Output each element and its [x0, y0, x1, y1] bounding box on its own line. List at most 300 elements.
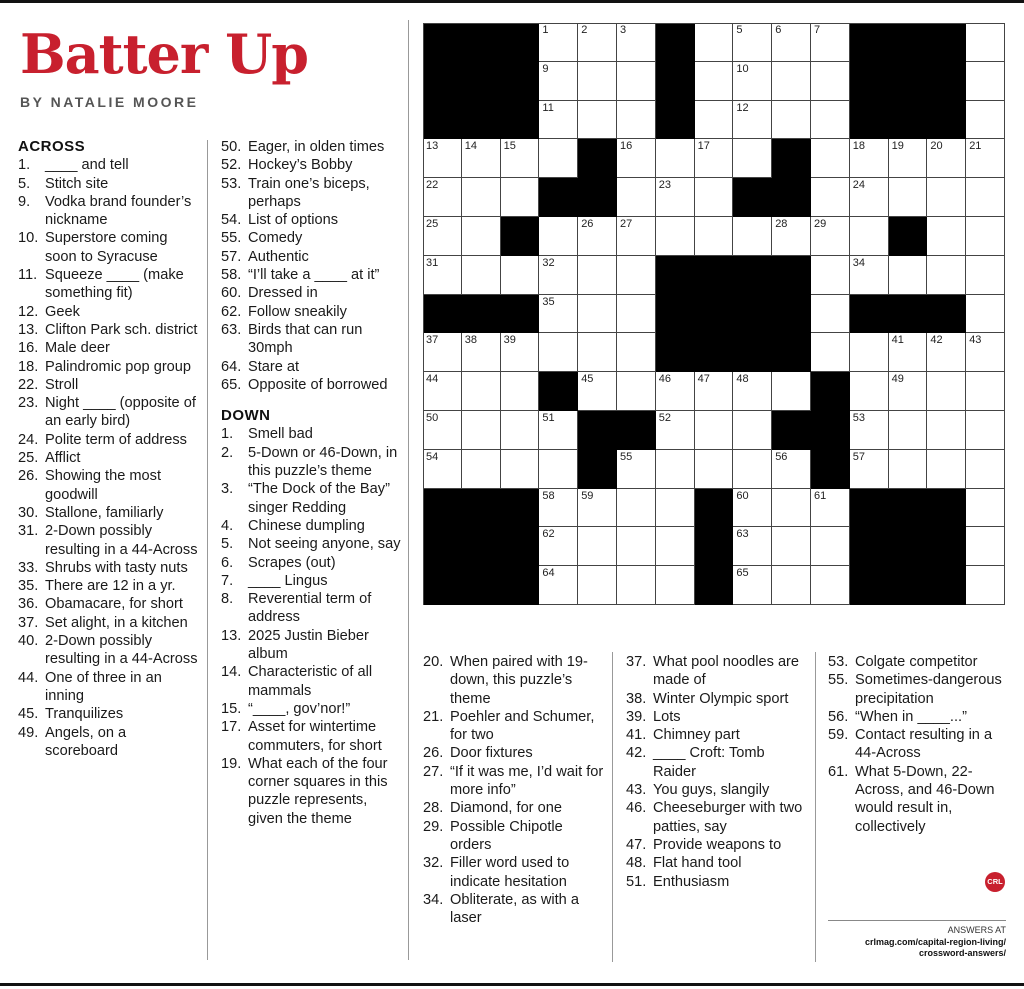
grid-cell[interactable] — [695, 101, 734, 140]
clue-item — [626, 744, 808, 781]
grid-cell[interactable] — [772, 217, 811, 256]
cell-number: 45 — [581, 373, 594, 386]
grid-cell[interactable] — [966, 178, 1005, 217]
clue-number: 50. — [221, 139, 242, 155]
bottom-rule — [0, 983, 1024, 986]
cell-number: 10 — [736, 62, 749, 75]
grid-cell[interactable] — [501, 333, 540, 372]
clue-text: Chinese dumpling — [248, 517, 365, 534]
grid-block — [578, 178, 617, 217]
grid-block — [462, 566, 501, 605]
clue-item — [221, 700, 401, 718]
grid-block — [501, 527, 540, 566]
clue-item — [221, 572, 401, 590]
grid-cell[interactable] — [966, 256, 1005, 295]
grid-cell[interactable] — [927, 450, 966, 489]
cell-number: 48 — [736, 373, 749, 386]
grid-cell[interactable] — [462, 139, 501, 178]
grid-cell[interactable] — [966, 566, 1005, 605]
grid-cell[interactable] — [966, 450, 1005, 489]
clue-number: 53. — [221, 175, 242, 192]
clue-number: 58. — [221, 267, 242, 284]
clue-text: “The Dock of the Bay” singer Redding — [248, 481, 390, 516]
grid-block — [423, 527, 462, 566]
grid-cell[interactable] — [889, 333, 928, 372]
grid-cell[interactable] — [927, 411, 966, 450]
grid-cell[interactable] — [462, 372, 501, 411]
cell-number: 44 — [426, 373, 439, 386]
clue-text: “When in ____...” — [855, 708, 967, 725]
cell-number: 21 — [969, 140, 982, 153]
clue-text: Asset for wintertime commuters, for short — [248, 719, 382, 754]
clue-text: One of three in an inning — [45, 669, 162, 704]
grid-block — [850, 566, 889, 605]
grid-cell[interactable] — [578, 295, 617, 334]
grid-cell[interactable] — [656, 139, 695, 178]
clue-text: Colgate competitor — [855, 654, 978, 670]
cell-number: 24 — [852, 179, 866, 192]
grid-block — [772, 256, 811, 295]
grid-cell[interactable] — [733, 527, 772, 566]
clue-number: 26. — [423, 745, 444, 762]
grid-cell[interactable] — [966, 489, 1005, 528]
grid-cell[interactable] — [811, 62, 850, 101]
grid-cell[interactable] — [423, 411, 462, 450]
grid-cell[interactable] — [966, 411, 1005, 450]
clue-item — [221, 156, 401, 174]
clue-number: 49. — [18, 724, 39, 741]
clue-item — [423, 653, 605, 708]
clue-number: 56. — [828, 708, 849, 725]
grid-cell[interactable] — [617, 527, 656, 566]
grid-cell[interactable] — [811, 295, 850, 334]
clue-number: 55. — [828, 672, 849, 689]
clue-item — [18, 724, 200, 761]
grid-cell[interactable] — [423, 450, 462, 489]
grid-cell[interactable] — [927, 178, 966, 217]
clue-number: 64. — [221, 358, 242, 375]
grid-cell[interactable] — [733, 217, 772, 256]
grid-cell[interactable] — [539, 23, 578, 62]
clue-text: Dressed in — [248, 285, 318, 302]
clue-number: 53. — [828, 654, 849, 670]
grid-cell[interactable] — [850, 256, 889, 295]
clue-item — [828, 726, 1006, 763]
grid-block — [539, 178, 578, 217]
grid-cell[interactable] — [772, 450, 811, 489]
clue-text: 2-Down possibly resulting in a 44-Across — [45, 523, 198, 558]
grid-cell[interactable] — [539, 566, 578, 605]
grid-cell[interactable] — [811, 217, 850, 256]
clue-text: Diamond, for one — [450, 800, 562, 817]
clue-text: Polite term of address — [45, 431, 187, 448]
grid-block — [889, 566, 928, 605]
clue-text: Comedy — [248, 230, 303, 247]
grid-cell[interactable] — [578, 527, 617, 566]
grid-cell[interactable] — [772, 527, 811, 566]
grid-cell[interactable] — [501, 450, 540, 489]
clue-text: Not seeing anyone, say — [248, 536, 401, 553]
grid-cell[interactable] — [966, 333, 1005, 372]
clue-text: Tranquilizes — [45, 706, 124, 723]
clue-number: 21. — [423, 708, 444, 725]
grid-cell[interactable] — [423, 178, 462, 217]
grid-cell[interactable] — [733, 23, 772, 62]
grid-cell[interactable] — [850, 372, 889, 411]
clue-number: 13. — [18, 321, 39, 338]
grid-cell[interactable] — [811, 256, 850, 295]
grid-cell[interactable] — [850, 411, 889, 450]
grid-cell[interactable] — [966, 217, 1005, 256]
cell-number: 15 — [503, 140, 516, 153]
grid-cell[interactable] — [462, 411, 501, 450]
grid-cell[interactable] — [656, 527, 695, 566]
grid-cell[interactable] — [578, 62, 617, 101]
grid-cell[interactable] — [927, 333, 966, 372]
clue-number: 35. — [18, 578, 39, 595]
grid-block — [462, 489, 501, 528]
grid-cell[interactable] — [539, 527, 578, 566]
clue-item — [221, 535, 401, 553]
clue-number: 20. — [423, 654, 444, 670]
cell-number: 32 — [542, 256, 555, 269]
answers-url-line1[interactable]: crlmag.com/capital-region-living/ — [864, 936, 1006, 947]
grid-block — [733, 256, 772, 295]
grid-cell[interactable] — [578, 566, 617, 605]
clue-item — [18, 705, 200, 723]
grid-cell[interactable] — [539, 217, 578, 256]
grid-cell[interactable] — [617, 295, 656, 334]
grid-block — [889, 62, 928, 101]
clue-item — [828, 671, 1006, 708]
grid-cell[interactable] — [578, 372, 617, 411]
grid-cell[interactable] — [811, 101, 850, 140]
grid-cell[interactable] — [733, 566, 772, 605]
clue-number: 5. — [221, 536, 234, 553]
grid-block — [889, 23, 928, 62]
grid-cell[interactable] — [850, 178, 889, 217]
clue-number: 18. — [18, 358, 39, 375]
grid-cell[interactable] — [617, 101, 656, 140]
grid-cell[interactable] — [656, 178, 695, 217]
clue-item — [221, 138, 401, 156]
grid-cell[interactable] — [811, 566, 850, 605]
grid-cell[interactable] — [772, 23, 811, 62]
crossword-grid — [423, 23, 1005, 605]
grid-cell[interactable] — [656, 450, 695, 489]
clue-text: “____, gov’nor!” — [248, 700, 351, 717]
clue-text: Contact resulting in a 44-Across — [855, 727, 993, 762]
clue-text: Clifton Park sch. district — [45, 321, 198, 338]
grid-cell[interactable] — [695, 411, 734, 450]
grid-cell[interactable] — [772, 101, 811, 140]
grid-block — [656, 333, 695, 372]
grid-cell[interactable] — [656, 411, 695, 450]
grid-cell[interactable] — [617, 62, 656, 101]
clue-number: 29. — [423, 818, 444, 835]
clue-text: “I’ll take a ____ at it” — [248, 267, 380, 284]
grid-cell[interactable] — [539, 333, 578, 372]
grid-cell[interactable] — [850, 217, 889, 256]
grid-cell[interactable] — [733, 450, 772, 489]
clue-item — [18, 467, 200, 504]
grid-cell[interactable] — [462, 178, 501, 217]
grid-cell[interactable] — [423, 372, 462, 411]
grid-cell[interactable] — [578, 256, 617, 295]
grid-cell[interactable] — [811, 178, 850, 217]
grid-cell[interactable] — [966, 527, 1005, 566]
grid-block — [850, 62, 889, 101]
clue-number: 15. — [221, 700, 242, 717]
grid-cell[interactable] — [423, 333, 462, 372]
cell-number: 65 — [736, 567, 749, 580]
clue-item — [828, 708, 1006, 726]
grid-cell[interactable] — [617, 139, 656, 178]
grid-cell[interactable] — [501, 411, 540, 450]
clue-text: Stare at — [248, 358, 300, 375]
grid-cell[interactable] — [617, 333, 656, 372]
grid-cell[interactable] — [617, 217, 656, 256]
clue-item — [423, 744, 605, 762]
clue-text: Hockey’s Bobby — [248, 157, 353, 174]
grid-cell[interactable] — [423, 139, 462, 178]
grid-cell[interactable] — [927, 217, 966, 256]
clue-number: 45. — [18, 706, 39, 723]
clue-text: Stroll — [45, 376, 79, 393]
grid-cell[interactable] — [966, 23, 1005, 62]
clue-text: Vodka brand founder’s nickname — [45, 193, 192, 229]
grid-cell[interactable] — [617, 566, 656, 605]
clue-text: Shrubs with tasty nuts — [45, 559, 188, 576]
grid-cell[interactable] — [811, 139, 850, 178]
grid-cell[interactable] — [578, 23, 617, 62]
cell-number: 9 — [542, 62, 549, 75]
grid-cell[interactable] — [811, 333, 850, 372]
grid-cell[interactable] — [462, 450, 501, 489]
clue-item — [423, 891, 605, 928]
grid-block — [889, 295, 928, 334]
grid-block — [539, 372, 578, 411]
clue-text: ____ and tell — [45, 157, 129, 174]
grid-cell[interactable] — [617, 372, 656, 411]
grid-cell[interactable] — [617, 450, 656, 489]
grid-cell[interactable] — [656, 489, 695, 528]
grid-block — [772, 411, 811, 450]
grid-block — [772, 295, 811, 334]
clue-number: 32. — [423, 855, 444, 872]
grid-cell[interactable] — [733, 411, 772, 450]
grid-cell[interactable] — [695, 139, 734, 178]
grid-block — [695, 333, 734, 372]
cell-number: 41 — [891, 334, 904, 347]
cell-number: 37 — [426, 334, 439, 347]
clue-number: 52. — [221, 157, 242, 174]
cell-number: 42 — [930, 334, 943, 347]
grid-cell[interactable] — [966, 62, 1005, 101]
clue-item — [626, 653, 808, 690]
grid-cell[interactable] — [966, 295, 1005, 334]
grid-block — [656, 256, 695, 295]
clue-item — [18, 394, 200, 431]
clue-number: 16. — [18, 340, 39, 357]
clue-item — [18, 632, 200, 669]
grid-cell[interactable] — [811, 23, 850, 62]
column-divider — [408, 20, 409, 960]
clue-item — [18, 376, 200, 394]
grid-block — [811, 450, 850, 489]
clue-item — [18, 449, 200, 467]
cell-number: 52 — [658, 412, 672, 424]
grid-cell[interactable] — [656, 372, 695, 411]
clue-text: What pool noodles are made of — [653, 654, 800, 689]
cell-number: 55 — [620, 450, 633, 463]
clue-column-4 — [626, 653, 808, 891]
top-rule — [0, 0, 1024, 3]
grid-cell[interactable] — [966, 372, 1005, 411]
clue-item — [221, 211, 401, 229]
clue-number: 30. — [18, 504, 39, 521]
grid-cell[interactable] — [889, 411, 928, 450]
grid-block — [850, 101, 889, 140]
grid-cell[interactable] — [695, 62, 734, 101]
grid-cell[interactable] — [578, 333, 617, 372]
clue-number: 7. — [221, 572, 234, 589]
grid-cell[interactable] — [617, 256, 656, 295]
grid-block — [501, 489, 540, 528]
clue-text: Stitch site — [45, 175, 109, 192]
grid-cell[interactable] — [889, 139, 928, 178]
across-heading: ACROSS — [18, 138, 86, 155]
grid-cell[interactable] — [733, 101, 772, 140]
grid-cell[interactable] — [539, 295, 578, 334]
grid-cell[interactable] — [733, 489, 772, 528]
grid-cell[interactable] — [695, 217, 734, 256]
grid-cell[interactable] — [539, 450, 578, 489]
clue-text: “If it was me, I’d wait for more info” — [450, 763, 604, 799]
clue-number: 26. — [18, 468, 39, 485]
clue-item — [221, 480, 401, 517]
grid-cell[interactable] — [656, 217, 695, 256]
cell-number: 18 — [852, 140, 866, 153]
column-divider — [612, 652, 613, 962]
clue-number: 36. — [18, 596, 39, 613]
clue-item — [221, 627, 401, 664]
answers-label: ANSWERS AT — [947, 925, 1006, 935]
clue-item — [626, 854, 808, 872]
grid-cell[interactable] — [966, 101, 1005, 140]
grid-cell[interactable] — [578, 217, 617, 256]
clue-item — [423, 854, 605, 891]
grid-cell[interactable] — [423, 217, 462, 256]
clue-item — [221, 248, 401, 266]
grid-cell[interactable] — [927, 256, 966, 295]
grid-cell[interactable] — [617, 178, 656, 217]
clue-number: 14. — [221, 664, 242, 681]
grid-block — [501, 566, 540, 605]
grid-cell[interactable] — [772, 372, 811, 411]
clue-number: 28. — [423, 800, 444, 817]
grid-cell[interactable] — [733, 139, 772, 178]
grid-cell[interactable] — [501, 139, 540, 178]
grid-block — [423, 62, 462, 101]
cell-number: 17 — [697, 140, 710, 153]
clue-number: 12. — [18, 303, 39, 320]
clue-item — [828, 763, 1006, 836]
clue-column-5 — [828, 653, 1006, 836]
grid-cell[interactable] — [772, 489, 811, 528]
grid-cell[interactable] — [733, 372, 772, 411]
grid-cell[interactable] — [617, 489, 656, 528]
grid-cell[interactable] — [578, 489, 617, 528]
cell-number: 35 — [542, 295, 555, 308]
grid-cell[interactable] — [539, 256, 578, 295]
grid-cell[interactable] — [501, 372, 540, 411]
clue-number: 25. — [18, 450, 39, 467]
grid-cell[interactable] — [695, 23, 734, 62]
grid-cell[interactable] — [539, 139, 578, 178]
grid-cell[interactable] — [889, 178, 928, 217]
clue-number: 38. — [626, 690, 647, 707]
grid-cell[interactable] — [462, 217, 501, 256]
clue-item — [221, 175, 401, 212]
grid-cell[interactable] — [850, 139, 889, 178]
grid-cell[interactable] — [462, 256, 501, 295]
grid-cell[interactable] — [539, 489, 578, 528]
clue-number: 37. — [18, 614, 39, 631]
grid-cell[interactable] — [850, 450, 889, 489]
grid-cell[interactable] — [966, 139, 1005, 178]
grid-cell[interactable] — [695, 372, 734, 411]
clue-number: 27. — [423, 763, 444, 780]
grid-block — [927, 101, 966, 140]
grid-cell[interactable] — [927, 139, 966, 178]
clue-item — [626, 726, 808, 744]
grid-cell[interactable] — [927, 372, 966, 411]
clue-item — [423, 818, 605, 855]
grid-cell[interactable] — [539, 411, 578, 450]
grid-cell[interactable] — [889, 450, 928, 489]
grid-cell[interactable] — [889, 372, 928, 411]
grid-block — [733, 295, 772, 334]
grid-cell[interactable] — [656, 566, 695, 605]
grid-cell[interactable] — [423, 256, 462, 295]
clue-text: List of options — [248, 212, 339, 229]
answers-url-line2[interactable]: crossword-answers/ — [918, 948, 1006, 958]
grid-cell[interactable] — [889, 256, 928, 295]
grid-cell[interactable] — [850, 333, 889, 372]
grid-cell[interactable] — [772, 566, 811, 605]
grid-cell[interactable] — [539, 101, 578, 140]
grid-cell[interactable] — [617, 23, 656, 62]
clue-text: Eager, in olden times — [248, 139, 385, 155]
clue-number: 54. — [221, 212, 242, 229]
grid-cell[interactable] — [772, 62, 811, 101]
grid-cell[interactable] — [811, 527, 850, 566]
grid-block — [927, 295, 966, 334]
grid-cell[interactable] — [695, 450, 734, 489]
grid-cell[interactable] — [539, 62, 578, 101]
grid-cell[interactable] — [501, 178, 540, 217]
cell-number: 49 — [891, 373, 904, 386]
grid-cell[interactable] — [733, 62, 772, 101]
clue-number: 60. — [221, 285, 242, 302]
grid-cell[interactable] — [501, 256, 540, 295]
grid-cell[interactable] — [811, 489, 850, 528]
grid-cell[interactable] — [578, 101, 617, 140]
grid-block — [423, 489, 462, 528]
grid-cell[interactable] — [462, 333, 501, 372]
grid-cell[interactable] — [695, 178, 734, 217]
